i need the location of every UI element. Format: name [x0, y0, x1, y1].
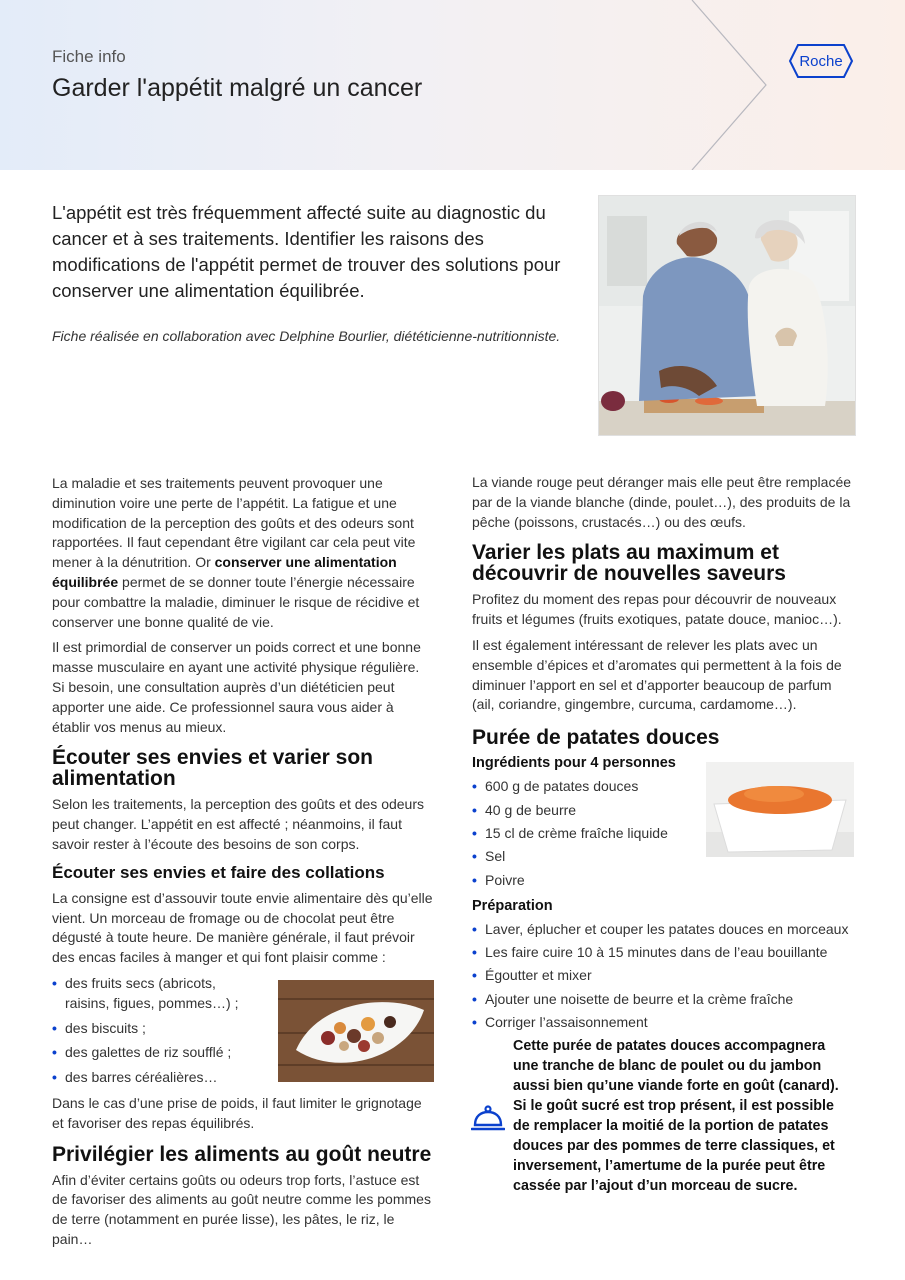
roche-logo	[788, 43, 854, 79]
list-item: • 15 cl de crème fraîche liquide	[472, 824, 857, 844]
paragraph-red-meat: La viande rouge peut déranger mais elle peut être remplacée par de la viande blanche (dinde, poulet…), des produits de la pêche (poissons, crustacés…) ou des œufs.	[472, 474, 852, 530]
credit-note: Fiche réalisée en collaboration avec Delphine Bourlier, diététicienne-nutritionniste.	[52, 328, 561, 344]
header-banner	[0, 0, 905, 170]
cloche-icon	[471, 1104, 505, 1134]
list-item: • des galettes de riz soufflé ;	[52, 1043, 257, 1063]
heading-ingredients: Ingrédients pour 4 personnes	[472, 755, 676, 772]
intro-paragraph: L'appétit est très fréquemment affecté suite au diagnostic du cancer et à ses traitements. Identifier les raisons des modifications de l'appétit permet de trouver des solutions pour conserver une alimentation équilibrée.	[52, 202, 561, 301]
heading-recipe: Purée de patates douces	[472, 726, 720, 750]
page-title: Garder l'appétit malgré un cancer	[52, 74, 423, 102]
document-type-label: Fiche info	[52, 47, 126, 66]
heading-listen-vary: Écouter ses envies et varier son alimentation	[52, 746, 373, 791]
paragraph-weight-gain: Dans le cas d’une prise de poids, il faut limiter le grignotage et favoriser des repas équilibrés.	[52, 1094, 422, 1131]
paragraph-neutral-foods: Afin d’éviter certains goûts ou odeurs trop forts, l’astuce est de favoriser des aliments au goût neutre comme les pommes de terre (notamment en purée lisse), les pâtes, le riz, le pain…	[52, 1171, 431, 1247]
dried-fruits-photo	[278, 980, 434, 1082]
emphasis-balanced-diet: conserver une alimentation équilibrée	[52, 554, 397, 590]
list-item: • 40 g de beurre	[472, 801, 857, 821]
preparation-steps	[472, 920, 857, 1033]
snack-list	[52, 974, 257, 1088]
list-item: • des barres céréalières…	[52, 1068, 257, 1088]
heading-preparation: Préparation	[472, 897, 553, 914]
couple-cooking-photo	[598, 195, 856, 436]
list-item: • Corriger l’assaisonnement	[472, 1013, 857, 1033]
svg-text:Roche: Roche	[799, 53, 843, 70]
list-item: • Les faire cuire 10 à 15 minutes dans de l’eau bouillante	[472, 943, 857, 963]
list-item: • Égoutter et mixer	[472, 966, 857, 986]
list-item: • Laver, éplucher et couper les patates douces en morceaux	[472, 920, 857, 940]
paragraph-appetite-loss: La maladie et ses traitements peuvent provoquer une diminution voire une perte de l’appétit. La fatigue et une modification de la perception des goûts et des odeurs sont rapportées. Il faut cependant être vigilant car cela peut vite mener à la dénutrition. Or conserver une alimentation équilibrée permet de se donner toute l’énergie nécessaire pour combattre la maladie, diminuer le risque de récidive et conserver une bonne qualité de vie.	[52, 475, 420, 630]
paragraph-discover: Profitez du moment des repas pour découvrir de nouveaux fruits et légumes (fruits exotiques, patate douce, manioc…).	[472, 591, 842, 628]
serving-tip: Cette purée de patates douces accompagnera une tranche de blanc de poulet ou du jambon aussi bien qu’une viande forte en goût (canard). Si le goût sucré est trop présent, il est possible de remplacer la moitié de la portion de patates douces par des pommes de terre classiques, et inversement, l’amertume de la purée peut être cassée par l’ajout d’un morceau de sucre.	[513, 1038, 839, 1194]
list-item: • des biscuits ;	[52, 1019, 257, 1039]
heading-neutral-taste: Privilégier les aliments au goût neutre	[52, 1142, 432, 1166]
paragraph-healthy-weight: Il est primordial de conserver un poids correct et une bonne masse musculaire en ayant une activité physique régulière. Si besoin, une consultation auprès d’un diététicien peut apporter une aide. Ce professionnel saura vous aider à établir vos menus au mieux.	[52, 639, 421, 735]
list-item: • 600 g de patates douces	[472, 777, 857, 797]
paragraph-taste-changes: Selon les traitements, la perception des goûts et des odeurs peut changer. L’appétit en est affecté ; néanmoins, il faut savoir rester à l’écoute des besoins de son corps.	[52, 796, 424, 852]
list-item: • Sel	[472, 847, 857, 867]
list-item: • des fruits secs (abricots, raisins, figues, pommes…) ;	[52, 974, 257, 1014]
heading-vary-dishes: Varier les plats au maximum et découvrir de nouvelles saveurs	[472, 541, 786, 586]
sweet-potato-puree-photo	[706, 762, 854, 857]
paragraph-spices: Il est également intéressant de relever les plats avec un ensemble d’épices et d’aromates qui permettent à la fois de diminuer l’apport en sel et d’apporter beaucoup de parfum (ail, coriandre, gingembre, curcuma, cardamome…).	[472, 636, 842, 713]
chevron-decoration	[690, 0, 770, 170]
left-column	[52, 474, 434, 1256]
list-item: • Poivre	[472, 871, 857, 891]
right-column	[472, 473, 857, 1039]
list-item: • Ajouter une noisette de beurre et la crème fraîche	[472, 990, 857, 1010]
heading-snacks: Écouter ses envies et faire des collations	[52, 862, 385, 882]
paragraph-snack-advice: La consigne est d’assouvir toute envie alimentaire dès qu’elle vient. Un morceau de fromage ou de chocolat peut être dégusté à toute heure. De manière générale, il faut prévoir des encas faciles à manger et qui font plaisir comme :	[52, 889, 433, 966]
